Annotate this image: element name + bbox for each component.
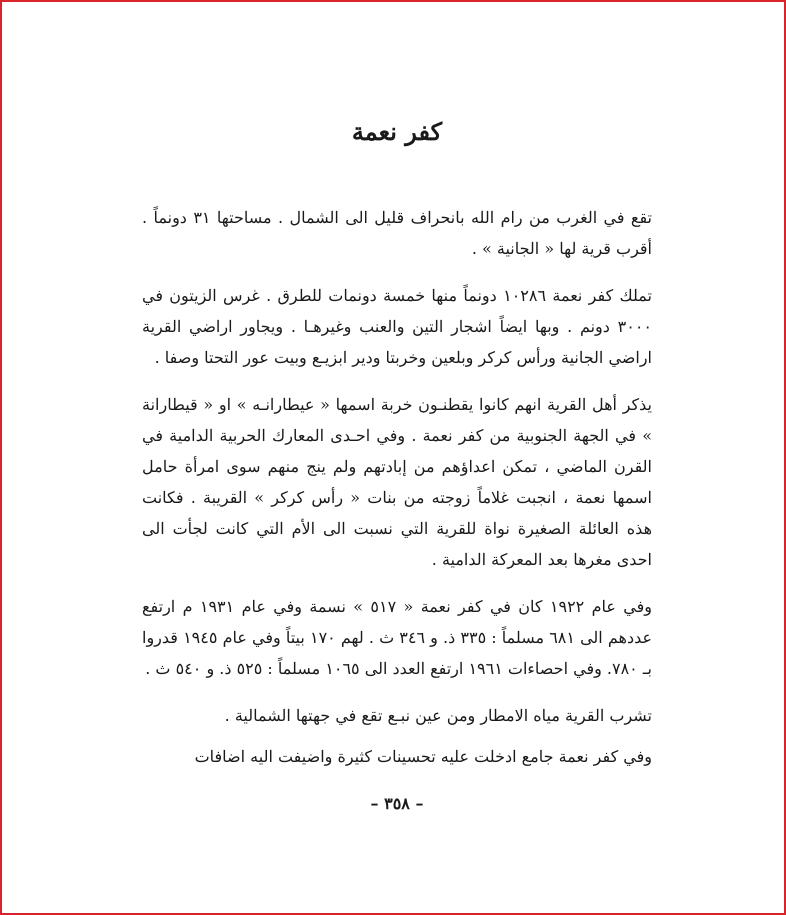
page-number: – ٣٥٨ – — [370, 794, 424, 813]
paragraph-history: يذكر أهل القرية انهم كانوا يقطنـون خربة اسمها « عيطارانـه » او « قيطارانة » في الجهة الجنوبية من كفر نعمة . وفي احـدى المعارك الحربية الدامية في القرن الماضي ، تمكن اعداؤهم من إبادتهم ولم ينج منهم سوى امرأة حامل اسمها نعمة ، انجبت غلاماً زوجته من بنات « رأس كركر » القريبة . فكانت هذه العائلة الصغيرة نواة للقرية التي نسبت الى الأم التي كانت لجأت الى احدى مغرها بعد المعركة الدامية . — [142, 395, 652, 569]
paragraph-mosque: وفي كفر نعمة جامع ادخلت عليه تحسينات كثيرة واضيفت اليه اضافات — [194, 747, 652, 766]
paragraph-land: تملك كفر نعمة ١٠٢٨٦ دونماً منها خمسة دونمات للطرق . غرس الزيتون في ٣٠٠٠ دونم . وبها ايضاً اشجار التين والعنب وغيرهـا . ويجاور اراضي القرية اراضي الجانية ورأس كركر وبلعين وخربتا ودير ابزيـع وبيت عور التحتا وصفا . — [142, 286, 652, 367]
paragraph-water: تشرب القرية مياه الامطار ومن عين نبـع تقع في جهتها الشمالية . — [224, 706, 652, 725]
page-title: كفر نعمة — [351, 117, 443, 146]
paragraph-location: تقع في الغرب من رام الله بانحراف قليل الى الشمال . مساحتها ٣١ دونماً . أقرب قرية لها « الجانية » . — [142, 208, 652, 258]
paragraph-population: وفي عام ١٩٢٢ كان في كفر نعمة « ٥١٧ » نسمة وفي عام ١٩٣١ م ارتفع عددهم الى ٦٨١ مسلماً : ٣٣٥ ذ. و ٣٤٦ ث . لهم ١٧٠ بيتاً وفي عام ١٩٤٥ قدروا بـ ٧٨٠. وفي احصاءات ١٩٦١ ارتفع العدد الى ١٠٦٥ مسلماً : ٥٢٥ ذ. و ٥٤٠ ث . — [142, 597, 653, 678]
document-page — [142, 112, 652, 813]
